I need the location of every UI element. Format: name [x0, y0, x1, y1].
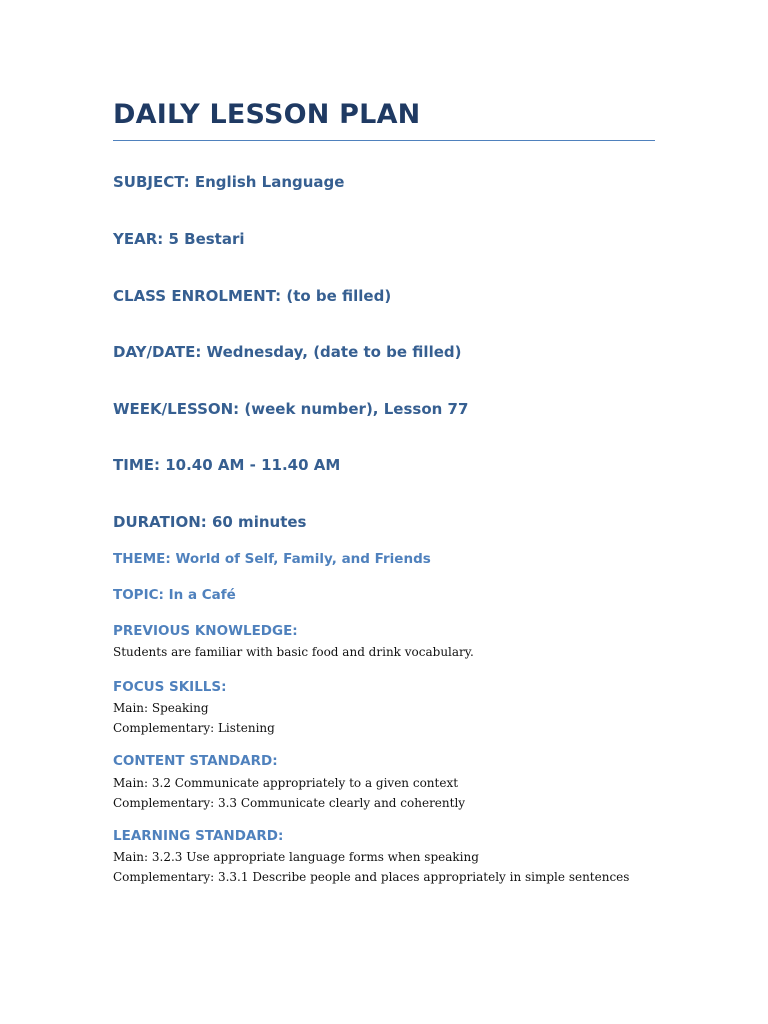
focus-skills-main: Main: Speaking — [113, 701, 209, 715]
content-standard-text — [113, 774, 465, 813]
day-date-heading: DAY/DATE: Wednesday, (date to be filled) — [113, 343, 462, 361]
previous-knowledge-text — [113, 643, 474, 663]
learning-standard-main: Main: 3.2.3 Use appropriate language forms when speaking — [113, 850, 479, 864]
learning-standard-heading: LEARNING STANDARD: — [113, 828, 284, 844]
document-title: DAILY LESSON PLAN — [113, 96, 655, 141]
learning-standard-text — [113, 848, 629, 887]
previous-knowledge-heading: PREVIOUS KNOWLEDGE: — [113, 623, 298, 639]
class-enrolment-heading: CLASS ENROLMENT: (to be filled) — [113, 287, 392, 305]
duration-heading: DURATION: 60 minutes — [113, 513, 307, 531]
learning-standard-complementary: Complementary: 3.3.1 Describe people and places appropriately in simple sentences — [113, 869, 630, 884]
previous-knowledge-line: Students are familiar with basic food and drink vocabulary. — [113, 645, 474, 659]
focus-skills-heading: FOCUS SKILLS: — [113, 679, 227, 695]
subject-heading: SUBJECT: English Language — [113, 173, 345, 191]
content-standard-main: Main: 3.2 Communicate appropriately to a given context — [113, 776, 459, 790]
focus-skills-complementary: Complementary: Listening — [113, 720, 275, 735]
lesson-plan-page — [113, 96, 655, 884]
content-standard-heading: CONTENT STANDARD: — [113, 753, 278, 769]
topic-heading: TOPIC: In a Café — [113, 587, 236, 603]
focus-skills-text — [113, 699, 275, 738]
year-heading: YEAR: 5 Bestari — [113, 230, 245, 248]
week-lesson-heading: WEEK/LESSON: (week number), Lesson 77 — [113, 400, 469, 418]
theme-heading: THEME: World of Self, Family, and Friends — [113, 551, 431, 567]
content-standard-complementary: Complementary: 3.3 Communicate clearly and coherently — [113, 795, 466, 810]
time-heading: TIME: 10.40 AM - 11.40 AM — [113, 456, 341, 474]
